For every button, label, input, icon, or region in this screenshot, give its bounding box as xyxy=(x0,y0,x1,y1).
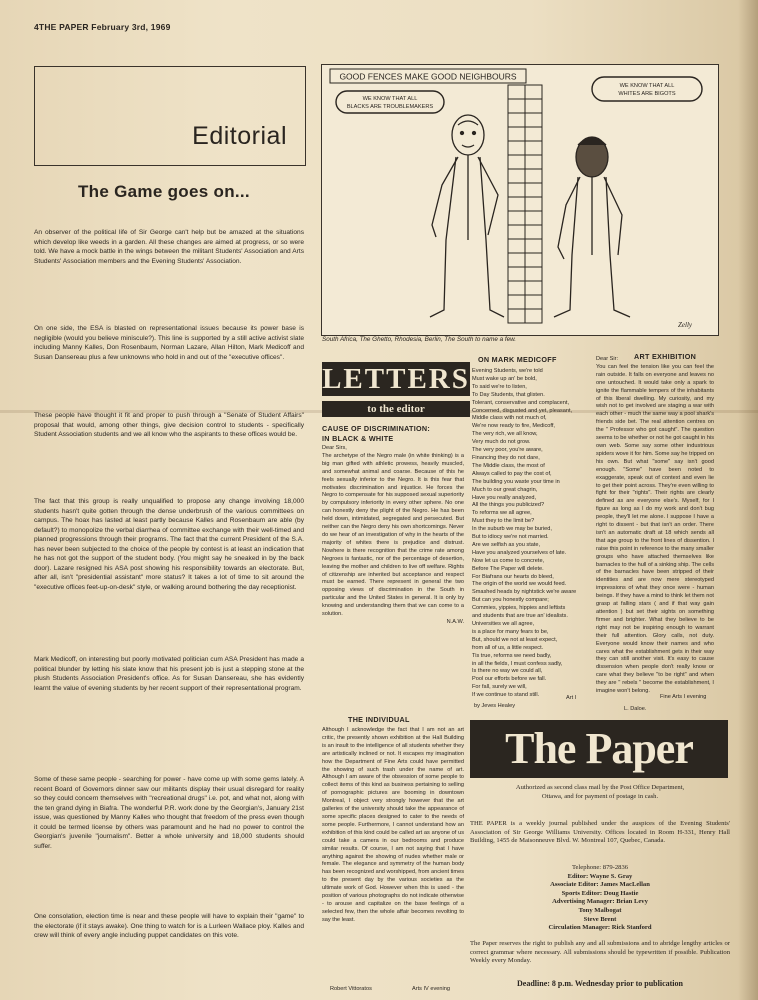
letter-individual-signoff-detail: Arts IV evening xyxy=(412,986,450,992)
letter-individual-signoff: Robert Vittoratos xyxy=(330,986,372,992)
letter-medicoff-signoff-detail: Art I xyxy=(566,695,577,701)
fence xyxy=(508,85,542,323)
letter-body: Although I acknowledge the fact that I am not an art critic, the presently shown exhibition at the Hall Building is an insult to the intelligence of all students whether they are artistically inclined or not. It escapes my imagination how the Department of Fine Arts could have permitted the showing of such trash under the name of art. Although I am aware of the obsession of some people to collect items of this kind as business pertaining to selling of pornographic pictures are booming in downtown Montreal, I object very strongly however that the art galleries of the university should take the appearance of some specific places designed to cater to the needs of some people. Furthermore, I cannot understand how an exhibition of this kind could be called art as anyone of us could take a camera in our bedrooms and produce similar results. Of course, I am not saying that I have anything against the showing of nudes whether male or female. The elegance and symmetry of the human body has been recognized and worshipped, from ancient times to the present day by the various societies as the ultimate work of God. However when this is used - the position of various photographs do not indicate otherwise - to arouse and capitalize on the base feelings of a selected few, then the whole affair becomes revolting to say the least. xyxy=(322,727,464,923)
editorial-paragraph: One consolation, election time is near and these people will have to explain their "game" to the electorate (if it stays awake). One thing to watch for is a Lurleen Wallace ploy. Kalles and crew will think of every angle including puppet candidates on this vote. xyxy=(34,913,304,939)
editorial-paragraph: Mark Medicoff, on interesting but poorly motivated politician cum ASA President has made a political blunder by letting his slate know that his present job is just a stepping stone at the plush Students Association President's office. As for Susan Dansereau, she has evidently learnt the value of evening students by her recent support of their representational program. xyxy=(34,656,304,692)
editorial-headline: The Game goes on... xyxy=(78,182,250,201)
letter-medicoff-poem: Evening Students, we're told Must wake up an' be bold, To said we're to listen, To Day Students, that glisten. Tolerant, conservative and complacent, Concerned, disgusted and yet, pleasant, Middle class with not much of, We're now ready to fire, Medicoff, The very rich, we all know, Very much do not grow. The very poor, you're aware, Financing they do not dare, The Middle class, the most of Always called to pay the cost of, The building you waste your time in Much to our great chagrin, Have you really analyzed, All the things you publicized? To reforms we all agree, Must they to the limit be? In the suburb we may be buried, But to idiocy we're not married. Are we selfish as you state, Have you analyzed yourselves of late. Now let us come to concrete, Before The Paper will delete. For Biafrans our hearts do bleed, The origin of the world we would feed. Smashed heads by nightstick we're aware But can you honestly compare; Commies, yippies, hippies and leftists and students that are true an' idealists. Universities we all agree, is a place for many fears to be, But, should we not at least expect, from all of us, a little respect. Tis true, reforms we need badly, in all the fields, I must confess sadly, Is there no way we could all, Pool our efforts before we fall. For fall, surely we will, If we continue to stand still. xyxy=(472,368,577,699)
bubble-right-line2: WHITES ARE BIGOTS xyxy=(618,91,676,97)
staff-line: Circulation Manager: Rick Stanford xyxy=(548,924,652,932)
figure-left-man xyxy=(430,115,504,317)
letter-greeting: Dear Sirs, xyxy=(322,445,347,451)
masthead-rights: The Paper reserves the right to publish any and all submissions and to abridge lengthy articles or correct grammar where necessary. All submissions should be typewritten if possible. Publication Weekly every Monday. xyxy=(470,940,730,965)
editorial-box xyxy=(34,66,306,166)
staff-line: Editor: Wayne S. Gray xyxy=(567,872,633,880)
staff-line: Telephone: 879-2836 xyxy=(571,864,629,871)
letter-art-signoff: L. Daloe. xyxy=(624,706,647,712)
bubble-left-line1: WE KNOW THAT ALL xyxy=(362,96,418,102)
editorial-paragraph: The fact that this group is really unqualified to propose any change involving 18,000 students hasn't quite gotten through the dense underbrush of the various committees on campus. The hoax has lasted at least partly because Kalles and Rosenbaum are able (by default?) to monopolize the verbal diarrhea of committee exchange with their well-timed and planned progressions through their programs. The fact that the current President of the S.A. has never been subjected to the choice of the people by contest is at least an indication that he has not got the support of the student body. (You might say he sneaked in by the back door). Lazare resigned his ASA post showing his responsibility towards an electorate. But, after all, isn't "presidential assistant" more status? It takes a lot of time to sit around the "executive offices feet-up-on-desk" style, or walking around bothering the day receptionist. xyxy=(34,498,304,591)
cartoon-drawing xyxy=(322,65,718,335)
letter-medicoff-signoff: by Jeves Healey xyxy=(474,703,516,709)
staff-line: Steve Brent xyxy=(583,915,617,923)
staff-line: Sports Editor: Doug Hastie xyxy=(561,889,639,897)
bubble-left-line2: BLACKS ARE TROUBLEMAKERS xyxy=(346,104,434,110)
letter-signoff: N.A.W. xyxy=(446,618,464,625)
staff-line: Tony Malbogat xyxy=(578,906,622,914)
speech-bubble-right xyxy=(592,77,702,101)
the-paper-logo: The Paper xyxy=(470,720,728,778)
editorial-paragraph: On one side, the ESA is blasted on representational issues because its power base is negligible (would you believe miniscule?). This line is supported by a still active activist slate including Manny Kalles, Don Rosenbaum, Norman Lazare, Allan Hilton, Mark Medicoff and Susan Dansereau plus a few unknowns who hold in and out of the "executive offices". xyxy=(34,325,304,361)
cartoon-banner: GOOD FENCES MAKE GOOD NEIGHBOURS xyxy=(339,71,517,82)
cartoon-signature: Zelly xyxy=(678,321,692,329)
letter-body: The archetype of the Negro male (in white thinking) is a big man gifted with athletic prowess, heavily muscled, and somewhat animal and coarse. Because of this he feels sexually inferior to the Negro. It is this fear that motivates discrimination and injustice. He forces the Negro to compensate for his supposed sexual superiority by compulsory inferiority in every other sphere. No one can honestly deny the plight of the Negro. He has been held down, intimidated, segregated and persecuted. But neither can the Negro deny his own shortcomings. Never do we hear of an investigation of why in the hearts of the majority of whites there is prejudice and distrust. Nowhere is there recognition that the crime rate among Negroes is fantastic, nor of the percentage of desertion, leaving the mother and children to live off welfare. Rights of citizenship are inherited but acceptance and respect must be earned. There represent in general the two opposing views of discrimination in the South in particular and the United States in general. It is only by knowing and understanding them that we can come to a solution. xyxy=(322,452,464,618)
letters-subtitle: to the editor xyxy=(322,401,470,417)
letters-title: LETTERS xyxy=(322,363,470,395)
page-edge-shadow xyxy=(738,0,758,1000)
masthead-about: THE PAPER is a weekly journal published under the auspices of the Evening Students' Association of Sir George Williams University. Offices located in Room H-331, Henry Hall Building, 1455 de Maisonneuve Blvd. W. Montreal 107, Quebec, Canada. xyxy=(470,820,730,845)
cartoon-panel xyxy=(321,64,719,336)
editorial-paragraph: Some of these same people - searching for power - have come up with some gems lately. A recent Board of Governors dinner saw our militants display their usual disregard for reality so they could concern themselves with "recreational drugs" i.e. pot, and what not, along with the ten grand dying in Biafra. The wonderful P.R. work done by the Georgian's, January 21st issue, was questioned by Manny Kalles who thought that freedom of the press even though it could be termed license by others was paramount and he had no power to control the Georgian's juvenile "journalism". Better a whole university and 18,000 students should suffer. xyxy=(34,776,304,850)
editorial-label: Editorial xyxy=(192,122,287,150)
staff-line: Advertising Manager: Brian Levy xyxy=(552,898,648,906)
masthead-deadline: Deadline: 8 p.m. Wednesday prior to publication xyxy=(517,979,683,988)
letter-greeting: Dear Sir: xyxy=(596,356,619,362)
letter-discrimination xyxy=(322,445,464,627)
letter-medicoff-heading: ON MARK MEDICOFF xyxy=(478,355,557,364)
editorial-paragraph: These people have thought it fit and proper to push through a "Senate of Student Affairs" proposal that would, among other things, give decision control to students - specifically Student Association students and we all know who the aspirants to these offices would be. xyxy=(34,412,304,438)
letter-art-heading: ART EXHIBITION xyxy=(634,352,697,361)
editorial-paragraph: An observer of the political life of Sir George can't help but be amazed at the situations which develop like weeds in a garden. All these changes are aimed at progress, or so were told. We have a mock battle in the wings between the militant Students' Association and Arts Students' Association members and the Evening Students' Association. xyxy=(34,229,304,265)
mailing-authorization xyxy=(470,784,730,801)
cartoon-caption: South Africa, The Ghetto, Rhodesia, Berlin, The South to name a few. xyxy=(322,336,517,343)
page-header: 4THE PAPER February 3rd, 1969 xyxy=(34,22,171,32)
staff-line: Associate Editor: James MacLellan xyxy=(550,881,650,889)
masthead-staff xyxy=(470,864,730,933)
letter-individual-heading: THE INDIVIDUAL xyxy=(348,715,410,724)
letter-discrimination-heading-2: IN BLACK & WHITE xyxy=(322,434,394,443)
figure-right-man xyxy=(554,137,630,317)
letter-discrimination-heading: CAUSE OF DISCRIMINATION: xyxy=(322,424,431,433)
authorization-line-2: Ottawa, and for payment of postage in cash. xyxy=(541,792,659,800)
letter-art-signoff-detail: Fine Arts I evening xyxy=(660,694,707,700)
letter-art-exhibition xyxy=(596,356,714,695)
letter-body: You can feel the tension like you can feel the rain outside. It falls on everyone and leaves no one untouched. It would take only a spark to ignite the flammable tempers of the inhabitants of this liberal dwelling. My curiosity, and my wish not to get involved are staging a war with each other - much the same way a pool shark's friends side bet. The real attention centres on the " Professor who got caught". The question seems to be whether or not he got caught in his own web. Some say some other industrious spiders wove it for him. Some say he tripped on his own. But what "some" say isn't good enough. "Some" have been noted to exaggerate, speak out of context and even lie to get their point across. They're even willing to fight for their "rights". Their rights are clearly defined as are everyone else's. Myself, for I figure as long as I do my work and don't bug people, they'll let me alone. I suppose I have a right to dissent - but that isn't an order. There isn't an automatic draft at 18 which sends all that age group to the front lines of dissention. I raise this point in reference to the many smaller groups who have attached themselves like barnacles to the hull of a sinking ship. The cells of the barnacles have been stripped of their identities and are now mere stereotyped impressions of what they once were - human beings. If they have a mind to think let them not grasp at falling stars ( and if that way gain attention ) but set their sights on something firmer and brighter. What they believe to be right may not be inspiring enough to warrant their full attention. Glory calls, not duty. Everyone would know their names and who cares what the establishment gets in their way they can still another visit. It's easy to cause dissension when people don't really know or care what they believe "to be right" and when they are " rebels " become the establishment, I imagine won't belong. xyxy=(596,363,714,695)
letter-individual xyxy=(322,727,464,925)
authorization-line-1: Authorized as second class mail by the Post Office Department, xyxy=(515,784,685,791)
bubble-right-line1: WE KNOW THAT ALL xyxy=(619,83,675,89)
